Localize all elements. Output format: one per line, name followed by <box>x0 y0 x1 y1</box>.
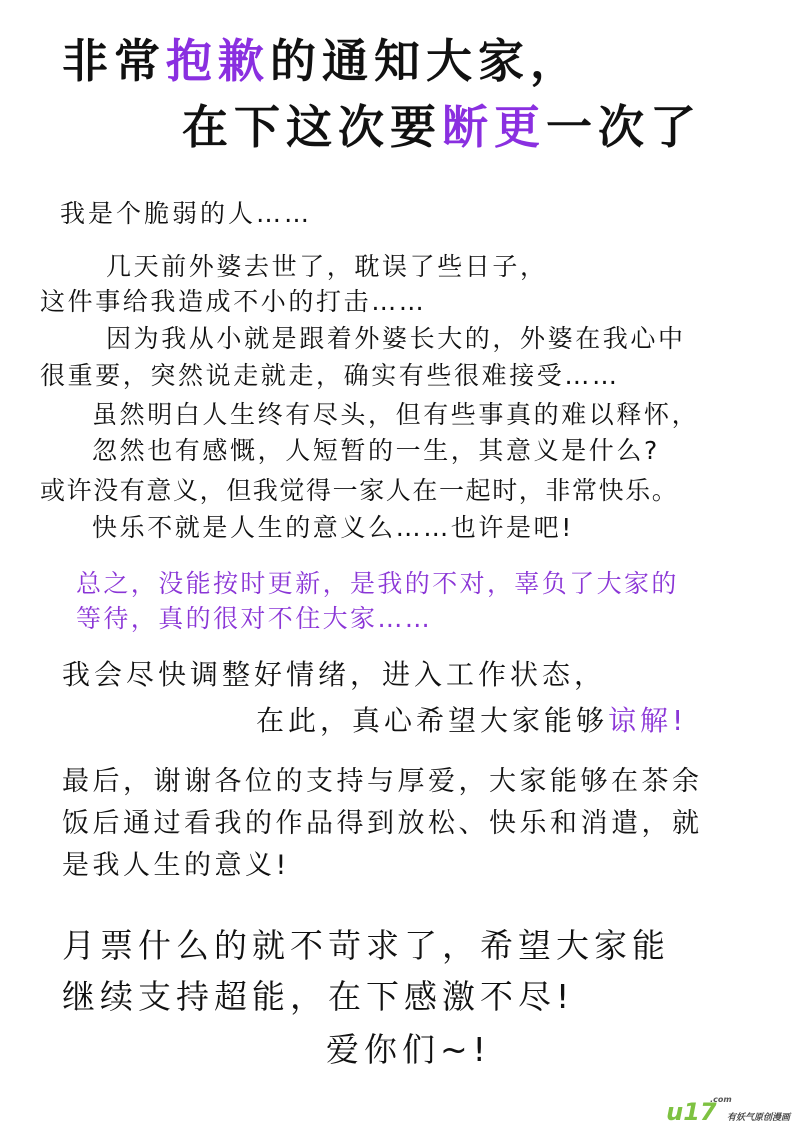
thanks-line-1: 最后，谢谢各位的支持与厚爱，大家能够在茶余 <box>62 766 703 797</box>
body-line-04: 因为我从小就是跟着外婆长大的，外婆在我心中 <box>106 324 686 353</box>
body-line-08: 或许没有意义，但我觉得一家人在一起时，非常快乐。 <box>40 476 679 505</box>
title-line-2-part-3: 一次了 <box>546 100 702 154</box>
u17-logo-domain: .com <box>710 1095 732 1104</box>
title-line-1-accent: 抱歉 <box>166 34 270 88</box>
body-line-05: 很重要，突然说走就走，确实有些很难接受…… <box>40 361 620 390</box>
body-line-02: 几天前外婆去世了，耽误了些日子， <box>106 252 548 281</box>
apology-line-2: 等待，真的很对不住大家…… <box>76 604 433 633</box>
body-line-01: 我是个脆弱的人…… <box>60 199 313 228</box>
title-line-2-accent: 断更 <box>442 100 546 154</box>
title-line-1-part-1: 非常 <box>62 34 166 88</box>
title-line-1-part-3: 的通知大家， <box>270 34 582 88</box>
title-line-1 <box>62 34 582 88</box>
u17-logo <box>666 1095 790 1126</box>
promise-line-2-main: 在此，真心希望大家能够 <box>256 704 609 737</box>
u17-logo-text: u17 <box>666 1098 717 1126</box>
thanks-line-3: 是我人生的意义! <box>62 850 290 881</box>
apology-line-1: 总之，没能按时更新，是我的不对，辜负了大家的 <box>76 569 679 598</box>
title-line-2 <box>182 100 702 154</box>
title-line-2-part-1: 在下这次要 <box>182 100 442 154</box>
body-line-03: 这件事给我造成不小的打击…… <box>40 287 427 316</box>
closing-line-1: 月票什么的就不苛求了，希望大家能 <box>62 926 670 965</box>
body-line-07: 忽然也有感慨，人短暂的一生，其意义是什么? <box>92 436 660 465</box>
thanks-line-2: 饭后通过看我的作品得到放松、快乐和消遣，就 <box>62 808 703 839</box>
u17-logo-tagline: 有妖气原创漫画 <box>726 1113 790 1123</box>
closing-line-2: 继续支持超能，在下感激不尽! <box>62 977 575 1016</box>
body-line-06: 虽然明白人生终有尽头，但有些事真的难以释怀， <box>92 400 700 429</box>
body-line-09: 快乐不就是人生的意义么……也许是吧! <box>92 513 574 542</box>
promise-line-1: 我会尽快调整好情绪，进入工作状态， <box>62 658 607 691</box>
promise-line-2-accent: 谅解! <box>608 704 688 737</box>
closing-line-3: 爱你们~! <box>326 1030 491 1069</box>
promise-line-2 <box>256 704 688 737</box>
